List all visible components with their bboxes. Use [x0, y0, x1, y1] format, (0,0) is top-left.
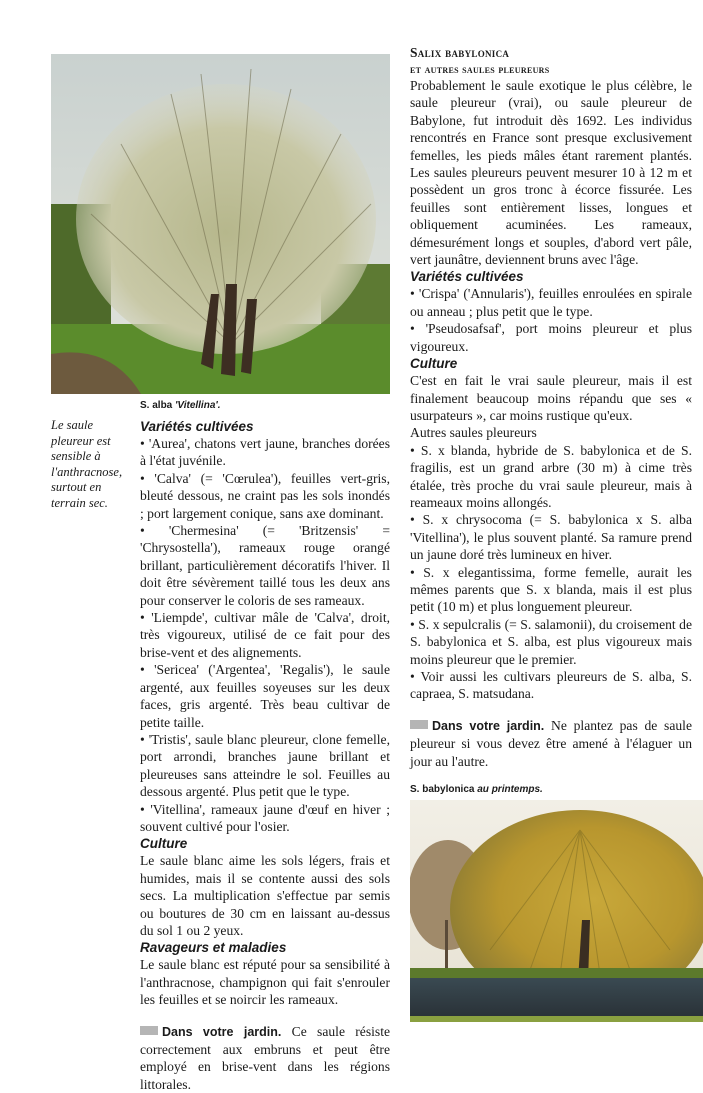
- culture-text-left: Le saule blanc aime les sols légers, frais et humides, mais il se contente aussi des sols secs. La multiplication s'effectue par semis ou boutures de 30 cm en laissant au-dessus du sol 1 ou 2 yeux.: [140, 853, 390, 938]
- list-item: • 'Pseudosafsaf', port moins pleureur et plus vigoureux.: [410, 320, 692, 355]
- list-item: • 'Tristis', saule blanc pleureur, clone femelle, port arrondi, branches jaune brillant et pleureuses sans atteindre le sol. Feuilles au dessous argenté. Plus petit que le type.: [140, 731, 390, 801]
- section-title: Salix babylonica: [410, 45, 510, 60]
- culture-text-right: C'est en fait le vrai saule pleureur, mais il est finalement beaucoup moins répandu que ses « usurpateurs », car moins rustique qu'eux.: [410, 373, 692, 423]
- list-item: • S. x sepulcralis (= S. salamonii), du croisement de S. babylonica et S. alba, est plus vigoureux mais moins pleureur que le premier.: [410, 616, 692, 668]
- photo-caption-alba: [140, 400, 221, 411]
- intro-text: Probablement le saule exotique le plus célèbre, le saule pleureur (vrai), ou saule pleureur de Babylone, fut introduit dès 1692. Les individus rencontrés en France sont presque exclusivement femelles, les pieds mâles étant rarement plantés. Les saules pleureurs peuvent mesurer 10 à 12 m et possèdent un gros tronc à écorce fissurée. Les feuilles sont entièrement lisses, longues et obliquement acuminées. Les rameaux, démesurément longs et souples, d'abord vert pâle, vert jaunâtre, deviennent bruns avec l'âge.: [410, 78, 692, 268]
- varietes-heading-left: Variétés cultivées: [140, 419, 254, 434]
- tip-marker: [410, 720, 428, 729]
- list-item: • S. x blanda, hybride de S. babylonica et de S. fragilis, est un grand arbre (30 m) à cime très étalée, très proche du vrai saule pleureur, mais à reameaux moins allongés.: [410, 442, 692, 512]
- caption-species: S. babylonica: [410, 784, 475, 796]
- varietes-heading-right: Variétés cultivées: [410, 269, 524, 285]
- section-subtitle: et autres saules pleureurs: [410, 62, 550, 76]
- tip-label: Dans votre jardin.: [162, 1024, 282, 1039]
- photo-caption-babylonica: [410, 784, 692, 795]
- culture-heading-left: Culture: [140, 836, 188, 852]
- list-item: • 'Crispa' ('Annularis'), feuilles enroulées en spirale ou anneau ; plus petit que le type.: [410, 285, 692, 320]
- left-column: [140, 418, 390, 1093]
- tip-marker: [140, 1026, 158, 1035]
- list-item: • 'Chermesina' (= 'Britzensis' = 'Chrysostella'), rameaux rouge orangé brillant, particulièrement décoratifs l'hiver. Il doit être sévèrement taillé tous les deux ans pour conserver le coloris de ses rameaux.: [140, 522, 390, 609]
- tip-text: Ce saule résiste correctement aux embruns et peut être employé en brise-vent dans les régions littorales.: [140, 1023, 391, 1092]
- list-item: • 'Sericea' ('Argentea', 'Regalis'), le saule argenté, aux feuilles soyeuses sur les deux faces, gris argenté. Très beau cultivar de petite taille.: [140, 661, 390, 731]
- tip-label: Dans votre jardin.: [432, 718, 545, 733]
- caption-cultivar: 'Vitellina'.: [175, 400, 221, 411]
- list-item: • 'Aurea', chatons vert jaune, branches dorées à l'état juvénile.: [140, 435, 390, 470]
- autres-heading: Autres saules pleureurs: [410, 425, 537, 441]
- photo-salix-babylonica: [410, 800, 703, 1022]
- list-item: • 'Vitellina', rameaux jaune d'œuf en hiver ; souvent cultivé pour l'osier.: [140, 801, 390, 836]
- tip-right: [410, 717, 692, 770]
- right-column: [410, 45, 692, 795]
- list-item: • 'Liempde', cultivar mâle de 'Calva', droit, très vigoureux, utilisé de ce fait pour des brise-vent et des alignements.: [140, 609, 390, 661]
- list-item: • 'Calva' (= 'Cœrulea'), feuilles vert-gris, bleuté dessous, ne craint pas les sols inondés ; port largement conique, sans axe dominant.: [140, 470, 390, 522]
- culture-heading-right: Culture: [410, 356, 458, 372]
- tip-text: Ne plantez pas de saule pleureur si vous devez être amené à l'élaguer un jour au l'autre.: [410, 717, 692, 769]
- varietes-list-left: [140, 435, 390, 835]
- caption-species: S. alba: [140, 400, 173, 411]
- ravageurs-heading: Ravageurs et maladies: [140, 940, 287, 956]
- list-item: • S. x chrysocoma (= S. babylonica x S. alba 'Vitellina'), le plus souvent planté. Sa ramure prend un jaune doré très lumineux en hiver.: [410, 511, 692, 563]
- tip-left: [140, 1023, 390, 1093]
- sidenote: Le saule pleureur est sensible à l'anthracnose, surtout en terrain sec.: [51, 418, 123, 510]
- list-item: • Voir aussi les cultivars pleureurs de S. alba, S. capraea, S. matsudana.: [410, 668, 692, 703]
- list-item: • S. x elegantissima, forme femelle, aurait les mêmes parents que S. x blanda, mais il est plus petit (10 m) et plus longuement pleureur.: [410, 564, 692, 616]
- photo-salix-alba: [51, 54, 390, 394]
- caption-season: au printemps.: [477, 784, 543, 796]
- ravageurs-text: Le saule blanc est réputé pour sa sensibilité à l'anthracnose, champignon qui fait s'enrouler les feuilles et se noircir les rameaux.: [140, 957, 390, 1008]
